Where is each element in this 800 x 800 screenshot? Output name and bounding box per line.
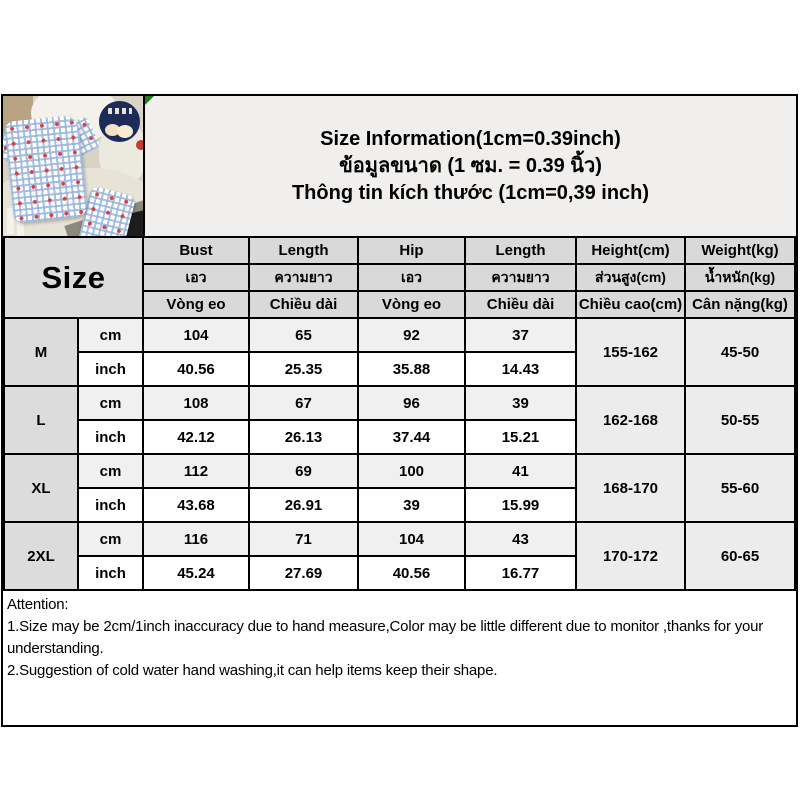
weight-range-cell: 45-50 bbox=[685, 318, 795, 386]
value-cell: 37 bbox=[465, 318, 576, 352]
col-header-weight-vi: Cân nặng(kg) bbox=[685, 291, 795, 318]
value-cell: 100 bbox=[358, 454, 465, 488]
table-row bbox=[4, 318, 795, 352]
col-header-weight-th: น้ำหนัก(kg) bbox=[685, 264, 795, 291]
value-cell: 40.56 bbox=[358, 556, 465, 590]
col-header-height-vi: Chiều cao(cm) bbox=[576, 291, 685, 318]
pajama-top-graphic bbox=[4, 114, 88, 223]
value-cell: 37.44 bbox=[358, 420, 465, 454]
col-header-length-en: Length bbox=[249, 237, 358, 264]
height-range-cell: 170-172 bbox=[576, 522, 685, 590]
weight-range-cell: 55-60 bbox=[685, 454, 795, 522]
value-cell: 15.99 bbox=[465, 488, 576, 522]
unit-cell-cm: cm bbox=[78, 454, 143, 488]
attention-note-1: 1.Size may be 2cm/1inch inaccuracy due to hand measure,Color may be little different due to monitor ,thanks for your understanding. bbox=[7, 618, 764, 657]
value-cell: 65 bbox=[249, 318, 358, 352]
value-cell: 15.21 bbox=[465, 420, 576, 454]
value-cell: 16.77 bbox=[465, 556, 576, 590]
badge-script-decor bbox=[108, 108, 132, 114]
col-header-hip-en: Hip bbox=[358, 237, 465, 264]
unit-cell-cm: cm bbox=[78, 318, 143, 352]
weight-range-cell: 50-55 bbox=[685, 386, 795, 454]
col-header-length-vi: Chiều dài bbox=[249, 291, 358, 318]
col-header-length2-th: ความยาว bbox=[465, 264, 576, 291]
size-table bbox=[3, 236, 796, 591]
height-range-cell: 155-162 bbox=[576, 318, 685, 386]
table-row bbox=[4, 522, 795, 556]
weight-range-cell: 60-65 bbox=[685, 522, 795, 590]
attention-section bbox=[3, 591, 796, 725]
table-row bbox=[4, 386, 795, 420]
unit-cell-cm: cm bbox=[78, 522, 143, 556]
value-cell: 41 bbox=[465, 454, 576, 488]
attention-note-2: 2.Suggestion of cold water hand washing,it can help items keep their shape. bbox=[7, 662, 498, 679]
col-header-length2-en: Length bbox=[465, 237, 576, 264]
cherry-decor bbox=[136, 140, 145, 150]
value-cell: 39 bbox=[358, 488, 465, 522]
value-cell: 116 bbox=[143, 522, 249, 556]
unit-cell-inch: inch bbox=[78, 352, 143, 386]
col-header-bust-en: Bust bbox=[143, 237, 249, 264]
product-photo bbox=[3, 96, 145, 236]
size-label-m: M bbox=[4, 318, 78, 386]
product-badge bbox=[99, 101, 140, 142]
value-cell: 14.43 bbox=[465, 352, 576, 386]
col-header-bust-th: เอว bbox=[143, 264, 249, 291]
unit-cell-inch: inch bbox=[78, 488, 143, 522]
title-line-vi: Thông tin kích thước (1cm=0,39 inch) bbox=[291, 181, 650, 204]
unit-cell-inch: inch bbox=[78, 420, 143, 454]
value-cell: 26.91 bbox=[249, 488, 358, 522]
attention-heading: Attention: bbox=[7, 596, 69, 613]
value-cell: 96 bbox=[358, 386, 465, 420]
unit-cell-inch: inch bbox=[78, 556, 143, 590]
value-cell: 26.13 bbox=[249, 420, 358, 454]
title-box bbox=[145, 96, 796, 236]
col-header-weight-en: Weight(kg) bbox=[685, 237, 795, 264]
height-range-cell: 162-168 bbox=[576, 386, 685, 454]
col-header-length2-vi: Chiều dài bbox=[465, 291, 576, 318]
value-cell: 104 bbox=[358, 522, 465, 556]
size-label-l: L bbox=[4, 386, 78, 454]
title-line-th: ข้อมูลขนาด (1 ซม. = 0.39 นิ้ว) bbox=[339, 154, 602, 177]
value-cell: 27.69 bbox=[249, 556, 358, 590]
size-table-header bbox=[4, 237, 795, 318]
value-cell: 43 bbox=[465, 522, 576, 556]
value-cell: 45.24 bbox=[143, 556, 249, 590]
green-corner-artifact bbox=[145, 96, 154, 105]
col-header-height-th: ส่วนสูง(cm) bbox=[576, 264, 685, 291]
size-header-cell: Size bbox=[4, 237, 143, 318]
col-header-hip-vi: Vòng eo bbox=[358, 291, 465, 318]
value-cell: 112 bbox=[143, 454, 249, 488]
value-cell: 25.35 bbox=[249, 352, 358, 386]
unit-cell-cm: cm bbox=[78, 386, 143, 420]
top-row bbox=[3, 96, 796, 236]
col-header-hip-th: เอว bbox=[358, 264, 465, 291]
value-cell: 43.68 bbox=[143, 488, 249, 522]
size-label-xl: XL bbox=[4, 454, 78, 522]
col-header-bust-vi: Vòng eo bbox=[143, 291, 249, 318]
size-table-body bbox=[4, 318, 795, 590]
size-label-2xl: 2XL bbox=[4, 522, 78, 590]
value-cell: 92 bbox=[358, 318, 465, 352]
table-row bbox=[4, 454, 795, 488]
col-header-length-th: ความยาว bbox=[249, 264, 358, 291]
height-range-cell: 168-170 bbox=[576, 454, 685, 522]
value-cell: 42.12 bbox=[143, 420, 249, 454]
size-chart-container bbox=[1, 94, 798, 727]
value-cell: 108 bbox=[143, 386, 249, 420]
value-cell: 35.88 bbox=[358, 352, 465, 386]
title-line-en: Size Information(1cm=0.39inch) bbox=[320, 127, 621, 150]
value-cell: 104 bbox=[143, 318, 249, 352]
value-cell: 69 bbox=[249, 454, 358, 488]
value-cell: 71 bbox=[249, 522, 358, 556]
value-cell: 39 bbox=[465, 386, 576, 420]
value-cell: 67 bbox=[249, 386, 358, 420]
badge-egg-decor bbox=[117, 125, 133, 138]
col-header-height-en: Height(cm) bbox=[576, 237, 685, 264]
value-cell: 40.56 bbox=[143, 352, 249, 386]
